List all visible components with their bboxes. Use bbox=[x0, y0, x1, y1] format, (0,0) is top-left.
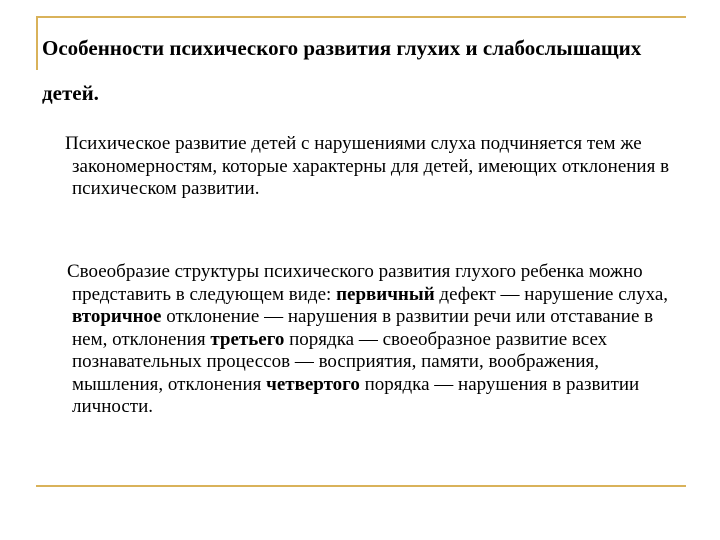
term-fourth: четвертого bbox=[266, 373, 360, 395]
term-third: третьего bbox=[210, 328, 285, 350]
term-primary: первичный bbox=[336, 283, 435, 305]
secondary-description: отклонение — нарушения в развитии речи или отставание в нем, отклонения bbox=[72, 306, 654, 350]
paragraph-structure bbox=[67, 261, 692, 419]
paragraph-general-laws: Психическое развитие детей с нарушениями слуха подчиняется тем же закономерностям, которые характерны для детей, имеющих отклонения в психическом развитии. bbox=[65, 133, 670, 199]
slide-title: Особенности психического развития глухих и слабослышащих детей. bbox=[42, 36, 642, 105]
primary-description: дефект — нарушение слуха, bbox=[434, 283, 669, 305]
slide-frame-left-line bbox=[36, 16, 38, 70]
fourth-description: порядка — нарушения в развитии личности. bbox=[72, 373, 640, 417]
slide-frame-top-line bbox=[36, 16, 686, 18]
paragraph-structure-intro: Своеобразие структуры психического развития глухого ребенка можно представить в следующем виде: bbox=[67, 261, 643, 305]
term-secondary: вторичное bbox=[72, 306, 162, 327]
third-description: порядка — своеобразное развитие всех познавательных процессов — восприятия, памяти, воображения, мышления, отклонения bbox=[72, 328, 608, 395]
slide-frame-bottom-line bbox=[36, 485, 686, 487]
